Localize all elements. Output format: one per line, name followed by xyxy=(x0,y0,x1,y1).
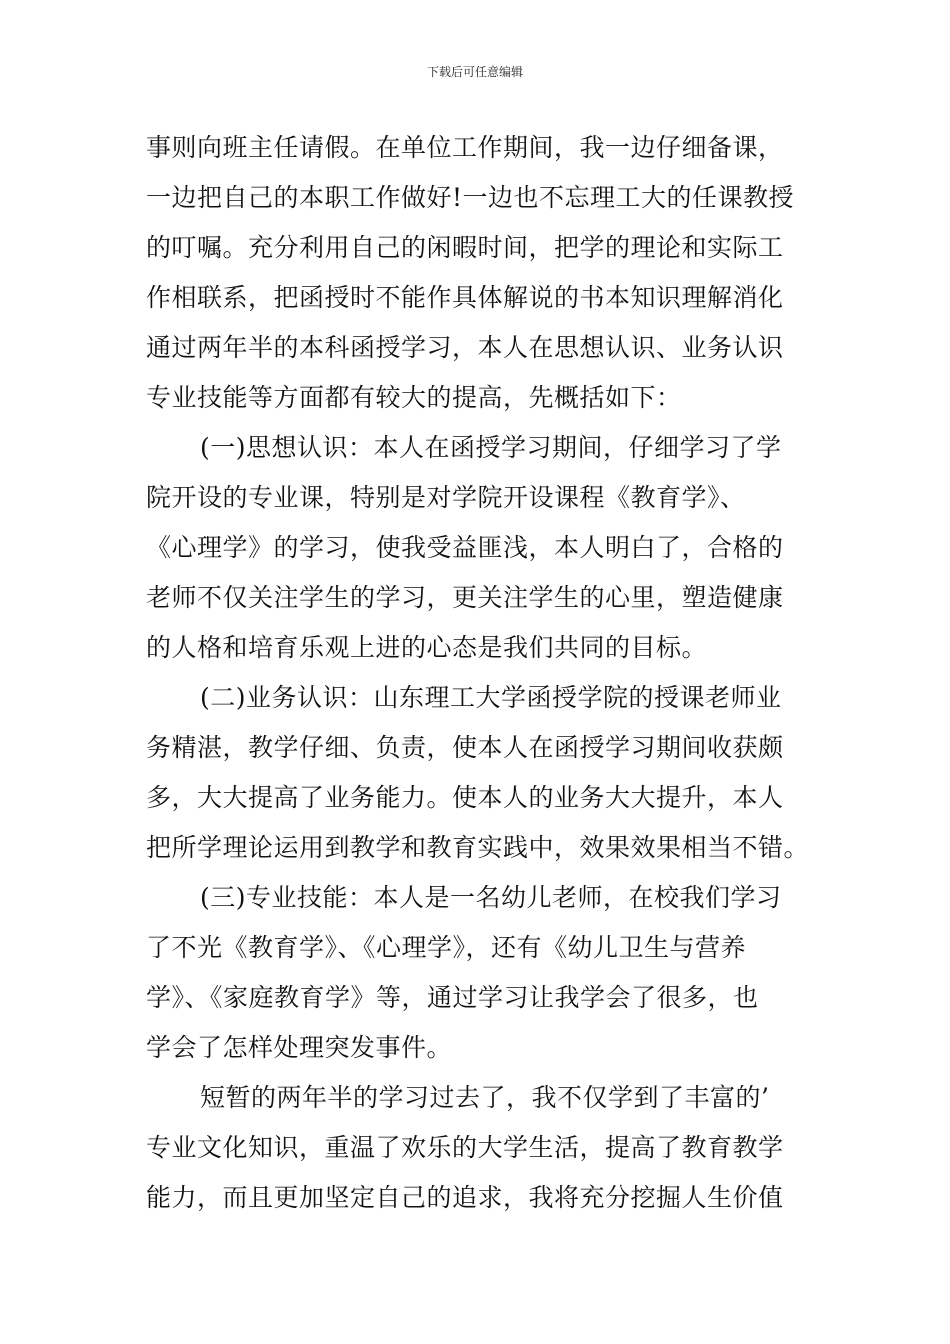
text-line: 老师不仅关注学生的学习，更关注学生的心里，塑造健康 xyxy=(146,583,784,612)
text-line: 事则向班主任请假。在单位工作期间，我一边仔细备课， xyxy=(146,133,784,162)
text-line: 把所学理论运用到教学和教育实践中，效果效果相当不错。 xyxy=(146,833,810,862)
text-line: 的叮嘱。充分利用自己的闲暇时间，把学的理论和实际工 xyxy=(146,233,784,262)
text-line: 《心理学》的学习，使我受益匪浅，本人明白了，合格的 xyxy=(146,533,784,562)
paragraph-first-line: 短暂的两年半的学习过去了，我不仅学到了丰富的’ xyxy=(200,1083,770,1112)
paragraph-first-line: (一)思想认识：本人在函授学习期间，仔细学习了学 xyxy=(200,433,782,462)
text-line: 能力，而且更加坚定自己的追求，我将充分挖掘人生价值 xyxy=(146,1183,784,1212)
page-header-note: 下载后可任意编辑 xyxy=(426,65,523,79)
text-line: 通过两年半的本科函授学习，本人在思想认识、业务认识 xyxy=(146,333,784,362)
text-line: 务精湛，教学仔细、负责，使本人在函授学习期间收获颇 xyxy=(146,733,784,762)
text-line: 专业技能等方面都有较大的提高，先概括如下： xyxy=(146,383,682,412)
text-line: 专业文化知识，重温了欢乐的大学生活，提高了教育教学 xyxy=(146,1133,784,1162)
text-line: 院开设的专业课，特别是对学院开设课程《教育学》、 xyxy=(146,483,746,512)
paragraph-first-line: (二)业务认识：山东理工大学函授学院的授课老师业 xyxy=(200,683,782,712)
document-body xyxy=(146,123,811,1223)
text-line: 多，大大提高了业务能力。使本人的业务大大提升，本人 xyxy=(146,783,784,812)
text-line: 了不光《教育学》、《心理学》，还有《幼儿卫生与营养 xyxy=(146,933,747,962)
text-line: 的人格和培育乐观上进的心态是我们共同的目标。 xyxy=(146,633,708,662)
paragraph-first-line: (三)专业技能：本人是一名幼儿老师，在校我们学习 xyxy=(200,883,782,912)
text-line: 学会了怎样处理突发事件。 xyxy=(146,1033,453,1062)
text-line: 学》、《家庭教育学》等，通过学习让我学会了很多，也 xyxy=(146,983,759,1012)
text-line: 一边把自己的本职工作做好!一边也不忘理工大的任课教授 xyxy=(146,183,795,212)
text-line: 作相联系，把函授时不能作具体解说的书本知识理解消化 xyxy=(146,283,784,312)
